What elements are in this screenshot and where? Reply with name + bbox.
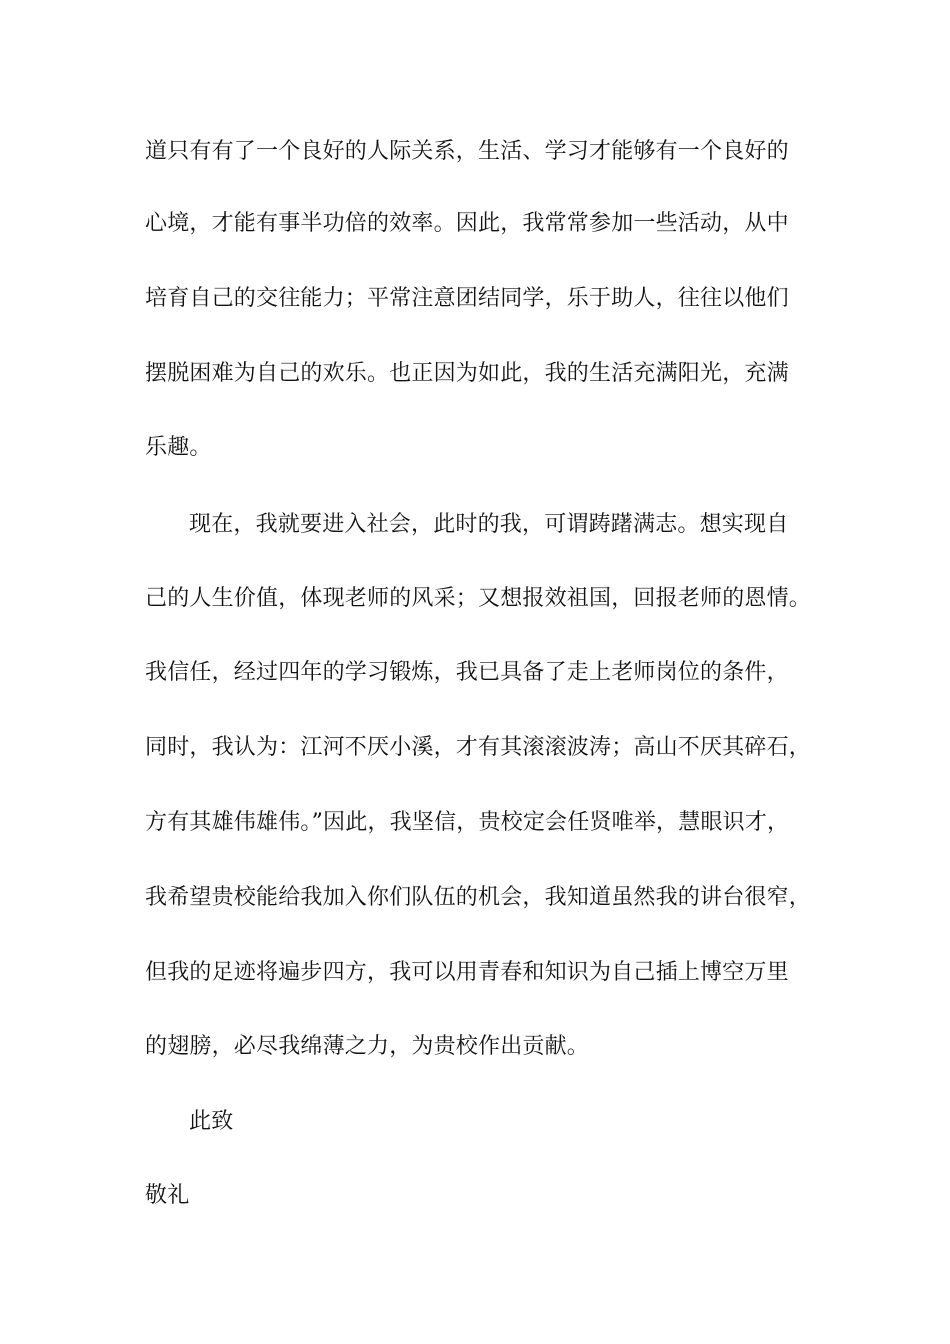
text-line-8: 我信任，经过四年的学习锻炼，我已具备了走上老师岗位的条件， bbox=[145, 660, 789, 685]
salutation-regards: 敬礼 bbox=[145, 1183, 190, 1208]
text-line-4: 摆脱困难为自己的欢乐。也正因为如此，我的生活充满阳光，充满 bbox=[145, 361, 789, 386]
text-line-5: 乐趣。 bbox=[145, 435, 212, 460]
text-line-12: 但我的足迹将遍步四方，我可以用青春和知识为自己插上博空万里 bbox=[145, 960, 789, 985]
text-line-1: 道只有有了一个良好的人际关系，生活、学习才能够有一个良好的 bbox=[145, 139, 789, 164]
text-line-11: 我希望贵校能给我加入你们队伍的机会，我知道虽然我的讲台很窄， bbox=[145, 885, 812, 910]
text-line-7: 己的人生价值，体现老师的风采；又想报效祖国，回报老师的恩情。 bbox=[145, 586, 812, 611]
salutation-closing: 此致 bbox=[189, 1109, 234, 1134]
text-line-9: 同时，我认为：江河不厌小溪，才有其滚滚波涛；高山不厌其碎石， bbox=[145, 735, 812, 760]
text-line-10: 方有其雄伟雄伟。”因此，我坚信，贵校定会任贤唯举，慧眼识才， bbox=[145, 810, 790, 835]
text-line-6: 现在，我就要进入社会，此时的我，可谓踌躇满志。想实现自 bbox=[189, 512, 789, 537]
text-line-3: 培育自己的交往能力；平常注意团结同学，乐于助人，往往以他们 bbox=[145, 286, 789, 311]
text-line-13: 的翅膀，必尽我绵薄之力，为贵校作出贡献。 bbox=[145, 1034, 590, 1059]
text-line-2: 心境，才能有事半功倍的效率。因此，我常常参加一些活动，从中 bbox=[145, 211, 789, 236]
